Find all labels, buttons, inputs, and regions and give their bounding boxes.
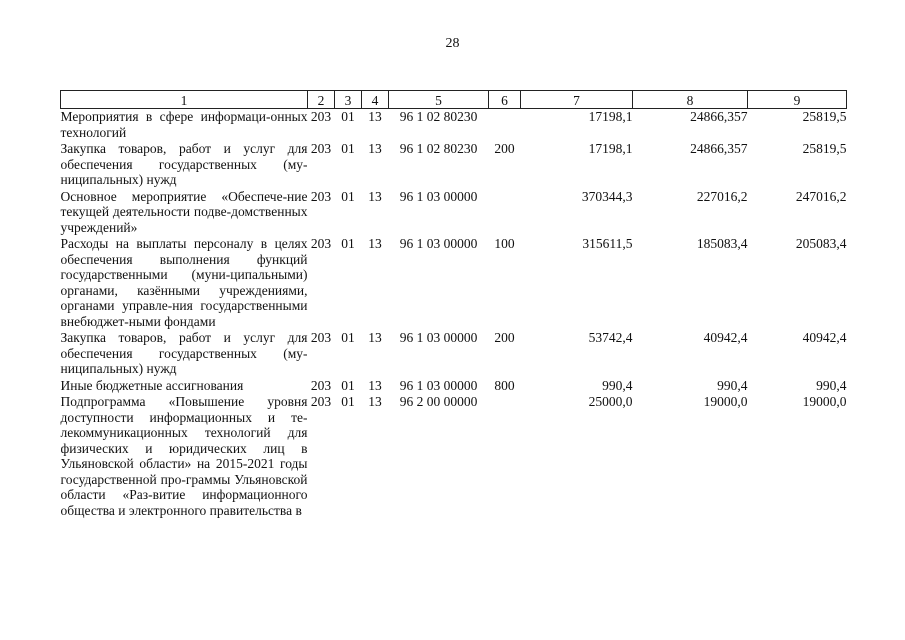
row-code-3: 01 (341, 330, 355, 345)
row-value-7: 370344,3 (581, 188, 633, 204)
row-code-6 (489, 109, 521, 142)
row-code-2: 203 (310, 188, 332, 204)
row-value-8: 185083,4 (696, 236, 748, 251)
row-code-6: 200 (494, 330, 515, 345)
header-col-5: 5 (389, 91, 489, 109)
row-value-9: 990,4 (816, 377, 847, 393)
table-row (61, 378, 847, 395)
header-col-6: 6 (489, 91, 521, 109)
row-value-7: 25000,0 (588, 394, 633, 409)
header-col-4: 4 (362, 91, 389, 109)
table-header-row (61, 91, 847, 109)
row-value-8: 19000,0 (703, 394, 748, 409)
row-value-9: 25819,5 (802, 109, 847, 124)
row-value-7: 990,4 (602, 377, 633, 393)
row-value-8: 24866,357 (690, 109, 748, 124)
row-code-4: 13 (368, 109, 382, 124)
table-row (61, 109, 847, 142)
row-value-9: 205083,4 (795, 236, 847, 251)
row-code-3: 01 (341, 394, 355, 409)
row-code-4: 13 (368, 377, 382, 393)
table-row (61, 189, 847, 237)
row-name: Закупка товаров, работ и услуг для обеспечения государственных (му-ниципальных) нужд (60, 330, 308, 376)
header-col-7: 7 (521, 91, 633, 109)
row-value-8: 990,4 (717, 377, 748, 393)
row-value-8: 24866,357 (690, 141, 748, 156)
row-code-2: 203 (310, 236, 332, 251)
row-code-2: 203 (310, 330, 332, 345)
row-code-6 (489, 189, 521, 237)
row-value-7: 17198,1 (588, 141, 633, 156)
row-code-5: 96 1 03 00000 (399, 188, 478, 204)
row-name: Закупка товаров, работ и услуг для обеспечения государственных (му-ниципальных) нужд (60, 141, 308, 187)
row-value-7: 53742,4 (588, 330, 633, 345)
row-value-9: 40942,4 (802, 330, 847, 345)
row-code-5: 96 1 03 00000 (399, 236, 478, 251)
row-code-2: 203 (310, 394, 332, 409)
table-row (61, 394, 847, 519)
row-code-6 (489, 394, 521, 519)
row-value-8: 40942,4 (703, 330, 748, 345)
row-code-6: 100 (494, 236, 515, 251)
row-code-4: 13 (368, 141, 382, 156)
row-code-5: 96 1 03 00000 (399, 377, 478, 393)
header-col-9: 9 (748, 91, 847, 109)
row-name: Основное мероприятие «Обеспече-ние текущей деятельности подве-домственных учреждений» (60, 188, 308, 235)
row-value-9: 19000,0 (802, 394, 847, 409)
header-col-2: 2 (308, 91, 335, 109)
header-col-8: 8 (633, 91, 748, 109)
row-value-7: 315611,5 (582, 236, 633, 251)
row-value-7: 17198,1 (588, 109, 633, 124)
header-col-1: 1 (61, 91, 308, 109)
row-code-4: 13 (368, 394, 382, 409)
row-name: Мероприятия в сфере информаци-онных технологий (60, 109, 308, 140)
row-name: Расходы на выплаты персоналу в целях обеспечения выполнения функций государственными (муни-ципальными) органами, казёнными учреждениями, органами управле-ния государственными внебюджет-ными фондами (60, 236, 308, 329)
budget-table (60, 90, 847, 519)
row-name: Подпрограмма «Повышение уровня доступности информационных и те-лекоммуникационных технологий для физических и юридических лиц в Ульяновской области» на 2015-2021 годы государственной про-граммы Ульяновской области «Раз-витие информационного общества и электронного правительства в (60, 394, 308, 518)
row-value-8: 227016,2 (696, 188, 748, 204)
table-row (61, 141, 847, 189)
row-value-9: 25819,5 (802, 141, 847, 156)
row-value-9: 247016,2 (795, 188, 847, 204)
row-name: Иные бюджетные ассигнования (60, 377, 244, 393)
row-code-5: 96 1 02 80230 (399, 141, 478, 156)
row-code-3: 01 (341, 188, 355, 204)
row-code-3: 01 (341, 141, 355, 156)
row-code-3: 01 (341, 236, 355, 251)
row-code-2: 203 (310, 141, 332, 156)
row-code-6: 800 (494, 377, 515, 393)
row-code-6: 200 (494, 141, 515, 156)
table-row (61, 236, 847, 330)
row-code-4: 13 (368, 188, 382, 204)
header-col-3: 3 (335, 91, 362, 109)
row-code-2: 203 (310, 377, 332, 393)
row-code-3: 01 (341, 109, 355, 124)
page-number: 28 (445, 36, 460, 51)
row-code-3: 01 (341, 377, 355, 393)
row-code-2: 203 (310, 109, 332, 124)
row-code-5: 96 1 02 80230 (399, 109, 478, 124)
row-code-4: 13 (368, 330, 382, 345)
row-code-5: 96 1 03 00000 (399, 330, 478, 345)
row-code-4: 13 (368, 236, 382, 251)
row-code-5: 96 2 00 00000 (399, 394, 478, 409)
table-row (61, 330, 847, 378)
